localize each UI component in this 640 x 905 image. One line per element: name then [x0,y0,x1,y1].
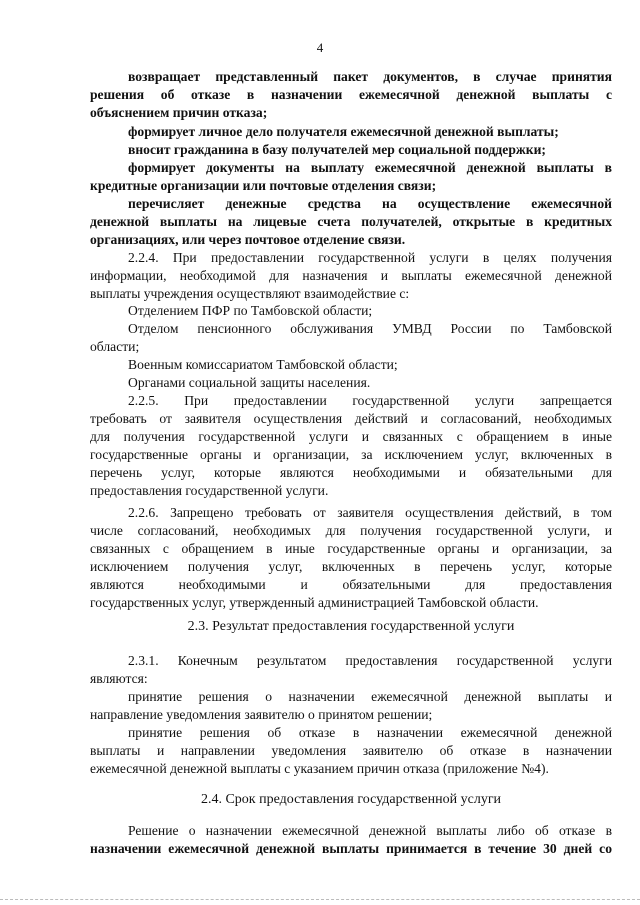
section-heading: 2.4. Срок предоставления государственной услуги [200,792,502,807]
text-line: Отделом пенсионного обслуживания УМВД России по Тамбовской [128,321,612,336]
text-line: вносит гражданина в базу получателей мер социальной поддержки; [128,142,546,157]
text-line: предоставления государственной услуги. [90,483,329,498]
text-line: принятие решения о назначении ежемесячной денежной выплаты и [128,689,612,704]
text-line: принятие решения об отказе в назначении ежемесячной денежной [128,725,612,740]
scan-edge [0,899,640,900]
text-line: для получения государственной услуги и связанных с обращением в иные [90,429,612,444]
text-line: Органами социальной защиты населения. [128,375,371,390]
text-line: перечень услуг, которые являются необходимыми и обязательными для [90,465,612,480]
section-heading: 2.3. Результат предоставления государственной услуги [187,619,515,634]
text-line: формирует документы на выплату ежемесячной денежной выплаты в [128,160,612,175]
text-line: ежемесячной денежной выплаты с указанием причин отказа (приложение №4). [90,761,549,776]
text-line: 2.2.4. При предоставлении государственной услуги в целях получения [128,250,612,265]
text-line: денежной выплаты на лицевые счета получателей, открытые в кредитных [90,214,612,229]
text-line: решения об отказе в назначении ежемесячной денежной выплаты с [90,87,612,102]
text-line: числе согласований, необходимых для получения государственной услуги, и [90,523,612,538]
text-line: Решение о назначении ежемесячной денежной выплаты либо об отказе в [128,823,612,838]
text-line: Военным комиссариатом Тамбовской области; [128,357,398,372]
text-line: выплаты учреждения осуществляют взаимодействие с: [90,286,410,301]
text-line: государственных услуг, утвержденный администрацией Тамбовской области. [90,595,539,610]
text-line: требовать от заявителя осуществления действий и согласований, необходимых [90,411,612,426]
text-line: исключением получения услуг, включенных в перечень услуг, которые [90,559,612,574]
text-line: государственные органы и организации, за исключением услуг, включенных в [90,447,612,462]
text-line: кредитные организации или почтовые отделения связи; [90,178,437,193]
text-line: являются: [90,671,148,686]
text-line: перечисляет денежные средства на осуществление ежемесячной [128,196,612,211]
page-number: 4 [316,40,324,55]
text-line: 2.2.5. При предоставлении государственной услуги запрещается [128,393,612,408]
text-line: 2.3.1. Конечным результатом предоставления государственной услуги [128,653,612,668]
text-line: области; [90,339,140,354]
text-line: выплаты и направлении уведомления заявителю об отказе в назначении [90,743,612,758]
text-line: связанных с обращением в иные государственные органы и организации, за [90,541,612,556]
text-line: объяснением причин отказа; [90,105,268,120]
text-line: формирует личное дело получателя ежемесячной денежной выплаты; [128,124,559,139]
text-line: информации, необходимой для назначения и выплаты ежемесячной денежной [90,268,612,283]
text-line: Отделением ПФР по Тамбовской области; [128,303,373,318]
text-line: возвращает представленный пакет документов, в случае принятия [128,69,612,84]
text-line: организациях, или через почтовое отделение связи. [90,232,406,247]
text-line: назначении ежемесячной денежной выплаты принимается в течение 30 дней со [90,841,612,856]
text-line: направление уведомления заявителю о принятом решении; [90,707,433,722]
text-line: 2.2.6. Запрещено требовать от заявителя осуществления действий, в том [128,505,612,520]
text-line: являются необходимыми и обязательными для предоставления [90,577,612,592]
